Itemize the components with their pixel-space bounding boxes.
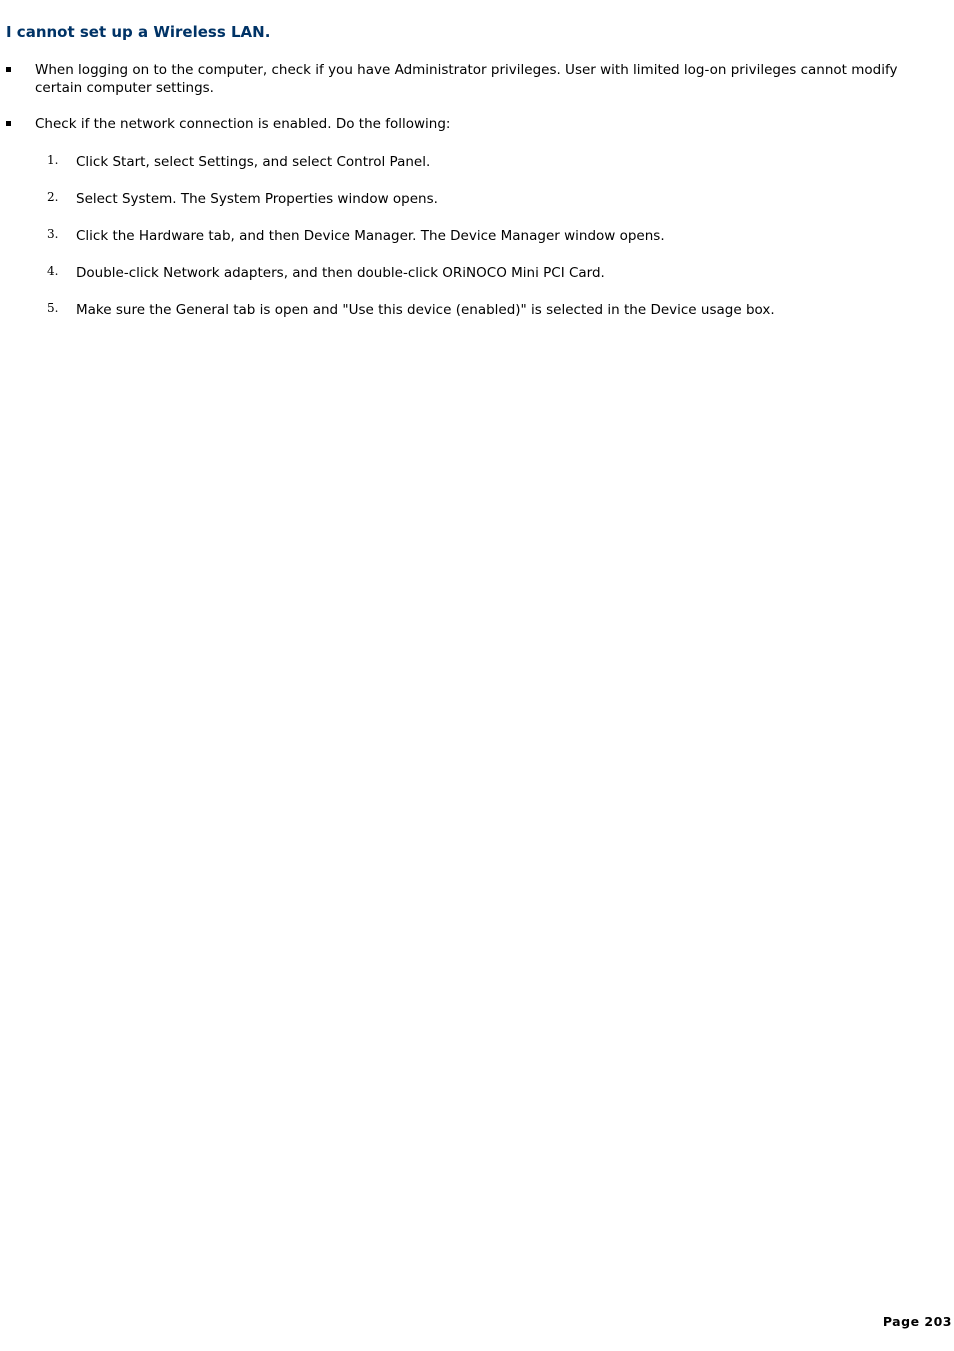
- step-number: 1.: [47, 153, 59, 167]
- step-number: 4.: [47, 264, 59, 278]
- square-bullet-icon: [6, 121, 11, 126]
- bullet-text: Check if the network connection is enabled. Do the following:: [35, 116, 451, 132]
- step-item: [35, 264, 940, 282]
- page-title: I cannot set up a Wireless LAN.: [6, 23, 271, 41]
- square-bullet-icon: [6, 67, 11, 72]
- step-item: [35, 190, 940, 208]
- step-item: [35, 153, 940, 171]
- step-text: Double-click Network adapters, and then double-click ORiNOCO Mini PCI Card.: [76, 265, 605, 281]
- step-text: Click Start, select Settings, and select Control Panel.: [76, 154, 431, 170]
- step-number: 2.: [47, 190, 59, 204]
- bullet-list: [0, 61, 940, 338]
- step-text: Click the Hardware tab, and then Device Manager. The Device Manager window opens.: [76, 228, 665, 244]
- bullet-item-network: [0, 115, 940, 319]
- step-item: [35, 227, 940, 245]
- step-number: 5.: [47, 301, 59, 315]
- step-text: Make sure the General tab is open and "Use this device (enabled)" is selected in the Device usage box.: [76, 302, 775, 318]
- page-number: Page 203: [882, 1314, 952, 1329]
- step-item: [35, 301, 940, 319]
- step-text: Select System. The System Properties window opens.: [76, 191, 438, 207]
- step-list: [35, 153, 940, 319]
- step-number: 3.: [47, 227, 59, 241]
- bullet-item-admin: [0, 61, 940, 97]
- bullet-text: When logging on to the computer, check if you have Administrator privileges. User with limited log-on privileges cannot modify certain computer settings.: [35, 62, 898, 96]
